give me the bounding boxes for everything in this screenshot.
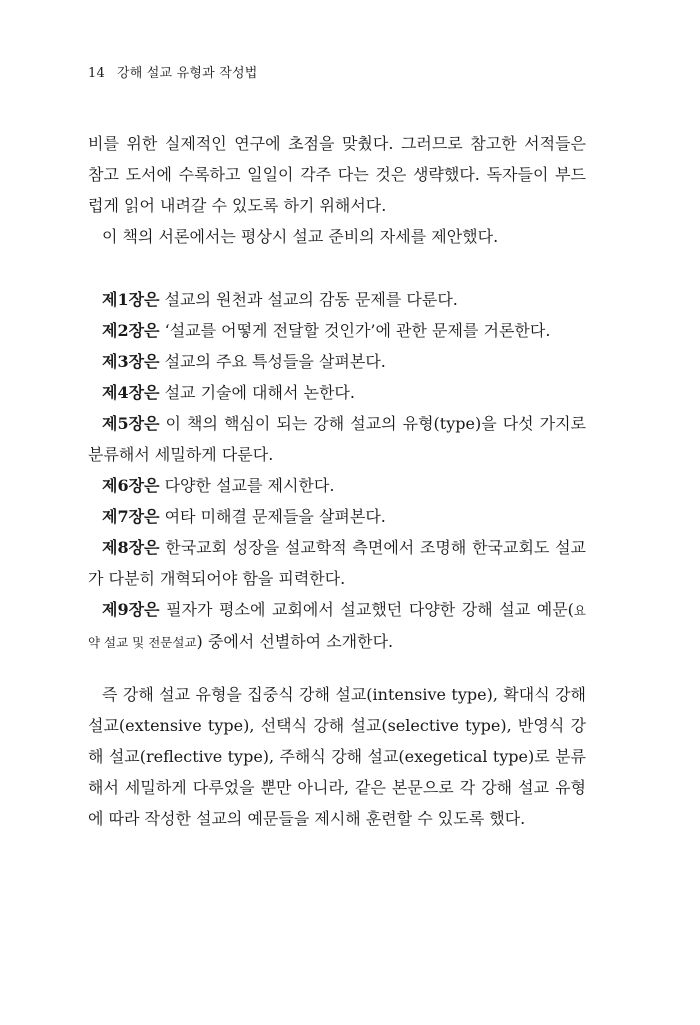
chapter-outline — [88, 284, 586, 658]
chapter-description: 필자가 평소에 교회에서 설교했던 다양한 강해 설교 예문( — [159, 600, 574, 619]
chapter-label: 제5장은 — [102, 414, 160, 433]
chapter-label: 제9장은 — [102, 600, 160, 619]
summary-paragraph: 즉 강해 설교 유형을 집중식 강해 설교(intensive type), 확대식 강해 설교(extensive type), 선택식 강해 설교(selective type), 반영식 강해 설교(reflective type), 주해식 강해 설교(exegetical type)로 분류해서 세밀하게 다루었을 뿐만 아니라, 같은 본문으로 각 강해 설교 유형에 따라 작성한 설교의 예문들을 제시해 훈련할 수 있도록 했다. — [88, 685, 586, 828]
chapter-note-small: 요약 설교 및 전문설교 — [88, 603, 586, 650]
chapter-description: 여타 미해결 문제들을 살펴본다. — [159, 507, 386, 526]
chapter-label: 제6장은 — [102, 476, 160, 495]
chapter-description-tail: ) 중에서 선별하여 소개한다. — [196, 632, 394, 651]
summary-section — [88, 679, 586, 834]
chapter-description: 한국교회 성장을 설교학적 측면에서 조명해 한국교회도 설교가 다분히 개혁되어야 함을 피력한다. — [88, 538, 586, 588]
intro-section — [88, 128, 586, 252]
chapter-item-1 — [88, 284, 586, 315]
chapter-label: 제3장은 — [102, 352, 160, 371]
chapter-description: 설교의 원천과 설교의 감동 문제를 다룬다. — [159, 290, 458, 309]
chapter-item-3 — [88, 346, 586, 377]
chapter-description: 설교의 주요 특성들을 살펴본다. — [159, 352, 386, 371]
intro-paragraph: 이 책의 서론에서는 평상시 설교 준비의 자세를 제안했다. — [102, 227, 499, 246]
running-header — [88, 62, 258, 81]
chapter-description: 설교 기술에 대해서 논한다. — [159, 383, 355, 402]
chapter-description: 다양한 설교를 제시한다. — [159, 476, 335, 495]
chapter-label: 제7장은 — [102, 507, 160, 526]
chapter-item-4 — [88, 377, 586, 408]
chapter-label: 제1장은 — [102, 290, 160, 309]
chapter-item-7 — [88, 501, 586, 532]
chapter-label: 제2장은 — [102, 321, 160, 340]
chapter-item-2 — [88, 315, 586, 346]
chapter-description: ‘설교를 어떻게 전달할 것인가’에 관한 문제를 거론한다. — [159, 321, 551, 340]
chapter-description: 이 책의 핵심이 되는 강해 설교의 유형(type)을 다섯 가지로 분류해서 세밀하게 다룬다. — [88, 414, 586, 464]
chapter-label: 제4장은 — [102, 383, 160, 402]
chapter-label: 제8장은 — [102, 538, 160, 557]
page-number: 14 — [88, 66, 105, 81]
chapter-item-8 — [88, 532, 586, 594]
running-title: 강해 설교 유형과 작성법 — [116, 66, 258, 81]
chapter-item-9 — [88, 594, 586, 658]
intro-paragraph: 비를 위한 실제적인 연구에 초점을 맞췄다. 그러므로 참고한 서적들은 참고 도서에 수록하고 일일이 각주 다는 것은 생략했다. 독자들이 부드럽게 읽어 내려갈 수 있도록 하기 위해서다. — [88, 134, 586, 215]
chapter-item-5 — [88, 408, 586, 470]
chapter-item-6 — [88, 470, 586, 501]
